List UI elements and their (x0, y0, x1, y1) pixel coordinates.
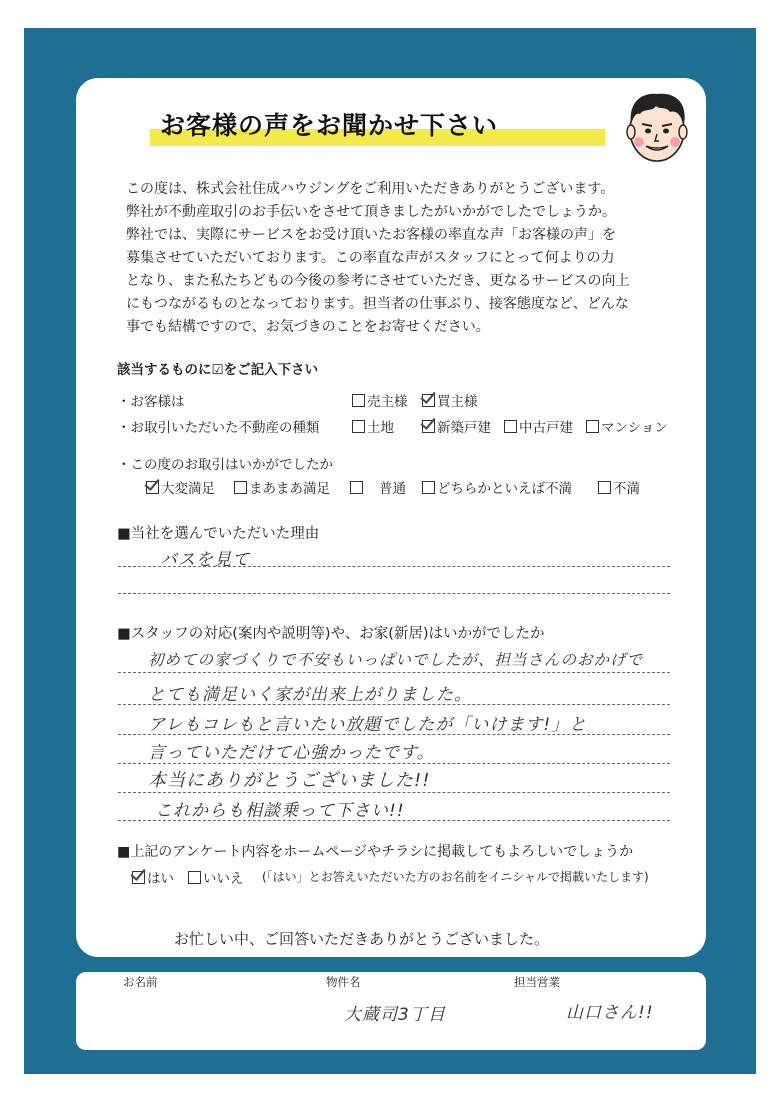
option-seller[interactable]: 売主様 (352, 390, 408, 410)
checkbox[interactable] (504, 420, 517, 433)
answer-line (118, 672, 670, 673)
satisfaction-label: ・この度のお取引はいかがでしたか (117, 457, 333, 473)
checkbox-checked[interactable] (422, 394, 435, 407)
staff-heading: ■スタッフの対応(案内や説明等)や、お家(新居)はいかがでしたか (117, 626, 545, 642)
answer-line (118, 566, 670, 567)
publish-no-option[interactable]: いいえ (188, 867, 244, 887)
reason-heading: ■当社を選んでいただいた理由 (117, 526, 320, 542)
publish-note: (「はい」とお答えいただいた方のお名前をイニシャルで掲載いたします) (262, 870, 649, 884)
intro-line: 弊社では、実際にサービスをお受け頂いたお客様の率直な声「お客様の声」を (126, 227, 616, 243)
option-new-house[interactable]: 新築戸建 (422, 416, 491, 436)
answer-line (118, 734, 670, 735)
option-mansion[interactable]: マンション (586, 416, 668, 436)
checkbox[interactable] (234, 481, 247, 494)
checkbox[interactable] (188, 871, 201, 884)
property-label: 物件名 (326, 975, 361, 989)
checkbox-checked[interactable] (422, 420, 435, 433)
customer-type-label: ・お客様は (117, 394, 185, 410)
checkbox[interactable] (422, 481, 435, 494)
option-dissatisfied[interactable]: 不満 (598, 477, 640, 497)
option-used-house[interactable]: 中古戸建 (504, 416, 573, 436)
answer-line (118, 792, 670, 793)
reason-answer[interactable]: バスを見て (160, 550, 250, 570)
answer-line (118, 593, 670, 594)
staff-answer-line[interactable]: 初めての家づくりで不安もいっぱいでしたが、担当さんのおかげで (148, 651, 644, 669)
intro-line: 弊社が不動産取引のお手伝いをさせて頂きましたがいかがでしたでしょうか。 (126, 204, 616, 220)
instruction: 該当するものに☑をご記入下さい (117, 362, 319, 378)
option-normal[interactable]: 普通 (350, 477, 406, 497)
checkbox[interactable] (598, 481, 611, 494)
intro-line: この度は、株式会社住成ハウジングをご利用いただきありがとうございます。 (126, 181, 615, 197)
checkbox[interactable] (350, 481, 363, 494)
publish-heading: ■上記のアンケート内容をホームページやチラシに掲載してもよろしいでしょうか (117, 844, 634, 860)
staff-answer-line[interactable]: とても満足いく家が出来上がりました。 (148, 685, 472, 705)
intro-line: 募集させていただいております。この率直な声がスタッフにとって何よりの力 (126, 250, 615, 266)
intro-text (126, 178, 686, 339)
option-satisfied[interactable]: まあまあ満足 (234, 477, 330, 497)
checkbox-checked[interactable] (146, 481, 159, 494)
intro-line: となり、また私たちどもの今後の参考にさせていただき、更なるサービスの向上 (126, 273, 630, 289)
page-title: お客様の声をお聞かせ下さい (160, 111, 499, 140)
checkbox[interactable] (352, 420, 365, 433)
staff-answer-line[interactable]: これからも相談乗って下さい!! (155, 801, 405, 821)
name-label: お名前 (123, 975, 158, 989)
staff-label: 担当営業 (514, 975, 560, 989)
answer-line (118, 763, 670, 764)
property-type-label: ・お取引いただいた不動産の種類 (117, 420, 320, 436)
thanks-message: お忙しい中、ご回答いただきありがとうございました。 (174, 930, 550, 948)
cartoon-face-icon (622, 88, 692, 164)
property-value[interactable]: 大蔵司3丁目 (344, 1005, 446, 1025)
option-land[interactable]: 土地 (352, 416, 394, 436)
staff-value[interactable]: 山口さん!! (566, 1003, 654, 1023)
intro-line: にもつながるものとなっております。担当者の仕事ぶり、接客態度など、どんな (126, 296, 629, 312)
intro-line: 事でも結構ですので、お気づきのことをお寄せください。 (126, 319, 490, 335)
answer-line (118, 820, 670, 821)
checkbox[interactable] (586, 420, 599, 433)
checkbox[interactable] (352, 394, 365, 407)
checkbox-checked[interactable] (132, 871, 145, 884)
option-somewhat-dissatisfied[interactable]: どちらかといえば不満 (422, 477, 572, 497)
staff-answer-line[interactable]: 言っていただけて心強かったです。 (148, 743, 435, 763)
staff-answer-line[interactable]: アレもコレもと言いたい放題でしたが「いけます!」と (148, 715, 588, 735)
option-very-satisfied[interactable]: 大変満足 (146, 477, 215, 497)
option-buyer[interactable]: 買主様 (422, 390, 478, 410)
publish-yes-option[interactable]: はい (132, 867, 174, 887)
staff-answer-line[interactable]: 本当にありがとうございました!! (148, 770, 431, 791)
answer-line (118, 704, 670, 705)
